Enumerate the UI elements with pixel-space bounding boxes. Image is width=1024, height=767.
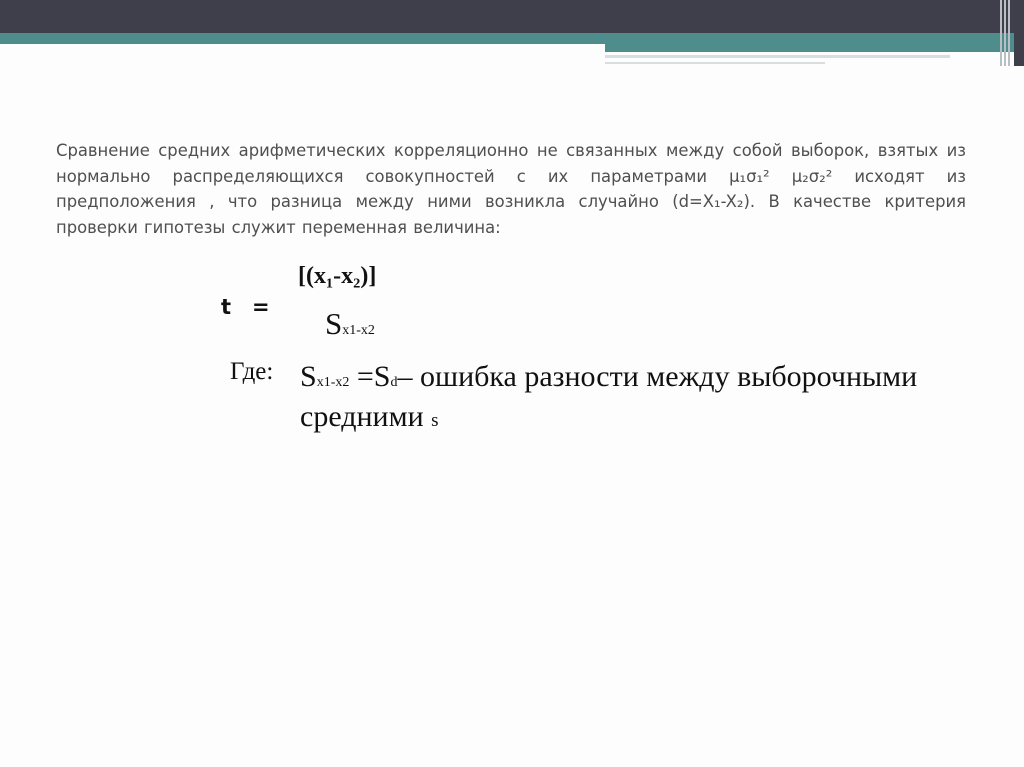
sd-subscript: d (390, 375, 398, 390)
intro-paragraph: Сравнение средних арифметических корреляционно не связанных между собой выборок, взятых из нормально распределяющихся совокупностей с их параметрами μ₁σ₁² μ₂σ₂² исходят из предположения , что разница между ними возникла случайно (d=X₁-X₂). В качестве критерия проверки гипотезы служит переменная величина: (56, 141, 966, 237)
t-statistic-label: t (221, 295, 232, 319)
error-symbol-subscript: x1-x2 (316, 375, 350, 390)
header-accent-stripe-right (605, 33, 1024, 52)
header-accent-stripe-left (0, 33, 605, 44)
trailing-symbol: s (431, 410, 439, 431)
header-right-edge (1014, 0, 1024, 66)
denominator-subscript: x1-x2 (342, 323, 375, 338)
where-explanation (300, 360, 970, 438)
where-label: Где: (230, 358, 274, 385)
formula-denominator (325, 306, 375, 342)
explanation-text: – ошибка разности между выборочными средними (300, 360, 918, 433)
formula-numerator: [(x₁-x₂)] (298, 263, 377, 289)
header-rule-line (605, 55, 950, 58)
sd-equals: =S (356, 360, 391, 393)
equals-sign: = (252, 295, 270, 319)
header-vertical-lines (1000, 0, 1010, 66)
header-rule-line-short (605, 62, 825, 64)
header-bar (0, 0, 1024, 33)
denominator-symbol: S (325, 306, 343, 341)
error-symbol: S (300, 360, 317, 393)
